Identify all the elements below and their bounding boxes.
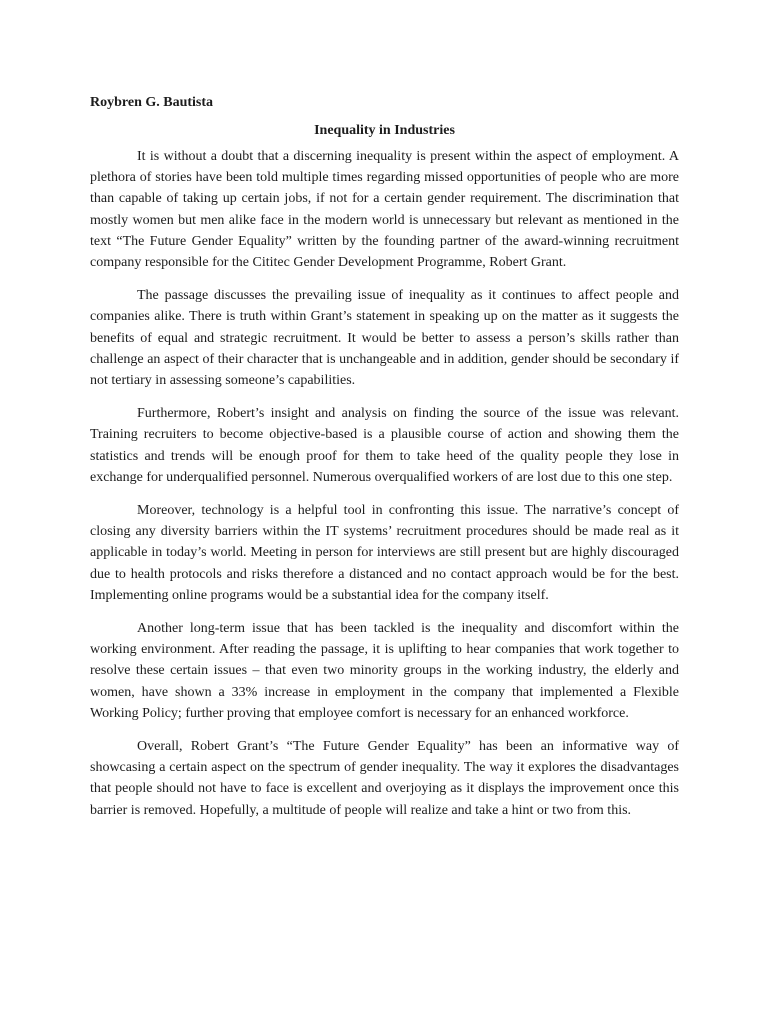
author-name: Roybren G. Bautista bbox=[90, 95, 214, 110]
paragraph-5: Another long-term issue that has been tackled is the inequality and discomfort within the working environment. After reading the passage, it is uplifting to hear companies that work together to resolve these certain issues – that even two minority groups in the working industry, the elderly and women, have shown a 33% increase in employment in the company that implemented a Flexible Working Policy; further proving that employee comfort is necessary for an enhanced workforce. bbox=[90, 621, 679, 721]
document-body bbox=[90, 92, 679, 833]
paragraph-1: It is without a doubt that a discerning inequality is present within the aspect of employment. A plethora of stories have been told multiple times regarding missed opportunities of people who are more than capable of taking up certain jobs, if not for a certain gender requirement. The discrimination that mostly women but men alike face in the modern world is unnecessary but relevant as mentioned in the text “The Future Gender Equality” written by the founding partner of the award-winning recruitment company responsible for the Cititec Gender Development Programme, Robert Grant. bbox=[90, 149, 679, 271]
document-title: Inequality in Industries bbox=[314, 123, 455, 138]
paragraph-2: The passage discusses the prevailing issue of inequality as it continues to affect people and companies alike. There is truth within Grant’s statement in speaking up on the matter as it suggests the benefits of equal and strategic recruitment. It would be better to assess a person’s skills rather than challenge an aspect of their character that is unchangeable and in addition, gender should be secondary if not tertiary in assessing someone’s capabilities. bbox=[90, 288, 679, 389]
paragraph-3: Furthermore, Robert’s insight and analysis on finding the source of the issue was relevant. Training recruiters to become objective-based is a plausible course of action and showing them the statistics and trends will be enough proof for them to take heed of the quality people they lose in exchange for underqualified personnel. Numerous overqualified workers of are lost due to this one step. bbox=[90, 406, 679, 485]
paragraph-6: Overall, Robert Grant’s “The Future Gender Equality” has been an informative way of showcasing a certain aspect on the spectrum of gender inequality. The way it explores the disadvantages that people should not have to face is excellent and overjoying as it displays the improvement once this barrier is removed. Hopefully, a multitude of people will realize and take a hint or two from this. bbox=[90, 739, 679, 818]
paragraph-4: Moreover, technology is a helpful tool in confronting this issue. The narrative’s concept of closing any diversity barriers within the IT systems’ recruitment procedures should be made real as it applicable in today’s world. Meeting in person for interviews are still present but are highly discouraged due to health protocols and risks therefore a distanced and no contact approach would be for the best. Implementing online programs would be a substantial idea for the company itself. bbox=[90, 503, 679, 603]
